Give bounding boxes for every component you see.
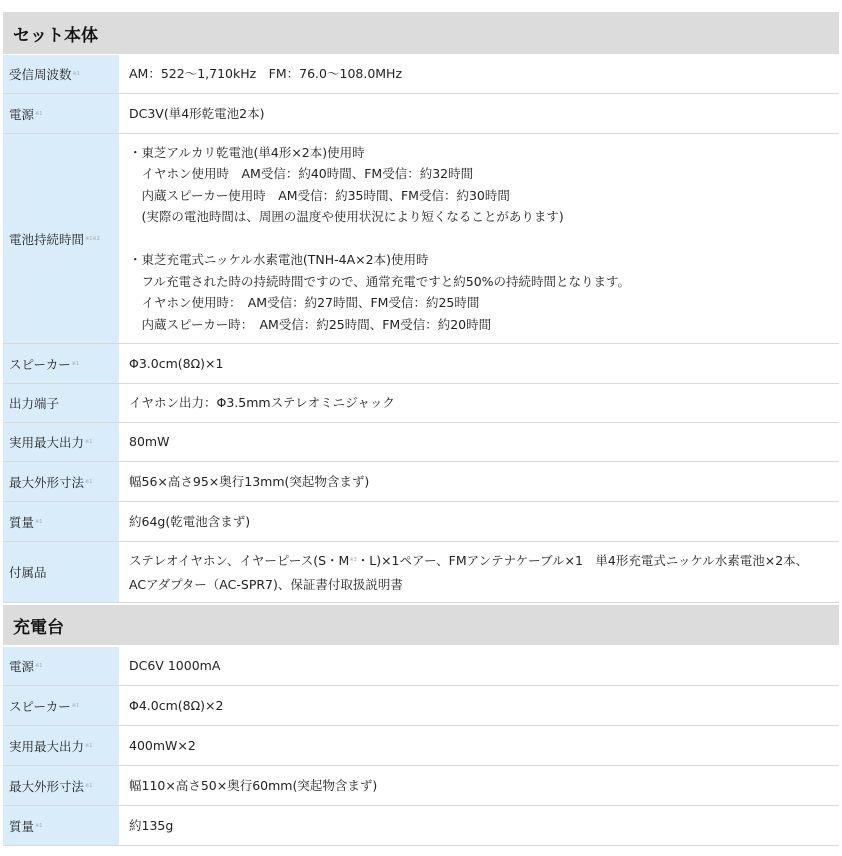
charger-row-mass bbox=[3, 806, 839, 846]
section-title-charger: 充電台 bbox=[3, 605, 839, 645]
charger-row-speaker bbox=[3, 686, 839, 726]
battery-line: 内蔵スピーカー使用時 AM受信：約35時間、FM受信：約30時間 bbox=[129, 187, 510, 203]
spec-value: AM：522～1,710kHz FM：76.0～108.0MHz bbox=[129, 66, 403, 82]
spec-label: 実用最大出力 ※1 bbox=[3, 423, 121, 461]
footnote-mark: ※3 bbox=[349, 556, 357, 563]
spec-value: DC6V 1000mA bbox=[129, 658, 221, 674]
accessories-line: ステレオイヤホン、イヤーピース(S・$M^{※3}$・L)×1ペアー、FMアンテナケーブル×1 単4形充電式ニッケル水素電池×2本、 bbox=[129, 552, 809, 568]
charger-row-dimensions bbox=[3, 766, 839, 806]
spec-value: Φ4.0cm(8Ω)×2 bbox=[129, 697, 224, 713]
spec-label: 質量 ※1 bbox=[3, 502, 121, 541]
spec-value: Φ3.0cm(8Ω)×1 bbox=[129, 355, 224, 371]
spec-value: 80mW bbox=[129, 434, 170, 450]
spec-value: 400mW×2 bbox=[129, 737, 196, 753]
footnote-mark: ※1 bbox=[35, 110, 43, 117]
spec-value: 約64g(乾電池含まず) bbox=[129, 513, 251, 529]
accessories-line: ACアダプター（AC-SPR7)、保証書付取扱説明書 bbox=[129, 576, 403, 592]
spec-value bbox=[121, 134, 839, 343]
charger-row-max-output bbox=[3, 726, 839, 766]
spec-value: DC3V(単4形乾電池2本) bbox=[129, 105, 265, 121]
section-title-set: セット本体 bbox=[3, 12, 839, 54]
spec-label: 実用最大出力 ※1 bbox=[3, 726, 121, 765]
battery-line: フル充電された時の持続時間ですので、通常充電ですと約50%の持続時間となります。 bbox=[129, 273, 631, 289]
footnote-mark: ※1 bbox=[85, 742, 93, 749]
footnote-mark: ※1 bbox=[85, 439, 93, 445]
spec-label: 出力端子 bbox=[3, 384, 121, 422]
battery-line: ・東芝充電式ニッケル水素電池(TNH-4A×2本)使用時 bbox=[129, 252, 429, 268]
spec-label: 最大外形寸法 ※1 bbox=[3, 462, 121, 501]
spec-label: 付属品 bbox=[3, 542, 121, 602]
footnote-mark: ※1 bbox=[35, 663, 43, 669]
spec-label: スピーカー ※1 bbox=[3, 686, 121, 725]
spec-value: 幅110×高さ50×奥行60mm(突起物含まず) bbox=[129, 777, 378, 793]
spec-label: 電源 ※1 bbox=[3, 94, 121, 133]
spec-label: 電源 ※1 bbox=[3, 647, 121, 685]
spec-label: 電池持続時間 ※1※2 bbox=[3, 134, 121, 343]
footnote-mark: ※1※2 bbox=[85, 235, 100, 242]
footnote-mark: ※1 bbox=[35, 518, 43, 525]
spec-value: イヤホン出力：Φ3.5mmステレオミニジャック bbox=[129, 395, 395, 411]
footnote-mark: ※1 bbox=[85, 782, 93, 789]
spec-value: 約135g bbox=[129, 817, 174, 833]
spec-label: 質量 ※1 bbox=[3, 806, 121, 845]
footnote-mark: ※1 bbox=[85, 478, 93, 485]
spec-value: 幅56×高さ95×奥行13mm(突起物含まず) bbox=[129, 473, 370, 489]
spec-row-max-output bbox=[3, 423, 839, 462]
battery-line: イヤホン使用時 AM受信：約40時間、FM受信：約32時間 bbox=[129, 166, 474, 182]
spec-row-power bbox=[3, 94, 839, 134]
footnote-mark: ※1 bbox=[35, 822, 43, 829]
spec-row-reception bbox=[3, 55, 839, 94]
spec-label: 受信周波数 ※1 bbox=[3, 55, 121, 93]
battery-line: イヤホン使用時： AM受信：約27時間、FM受信：約25時間 bbox=[129, 295, 480, 311]
spec-row-output-terminal bbox=[3, 384, 839, 423]
footnote-mark: ※1 bbox=[71, 702, 80, 709]
battery-line: (実際の電池時間は、周囲の温度や使用状況により短くなることがあります) bbox=[129, 209, 564, 225]
battery-line: ・東芝アルカリ乾電池(単4形×2本)使用時 bbox=[129, 144, 365, 160]
spec-row-accessories bbox=[3, 542, 839, 603]
spec-row-mass bbox=[3, 502, 839, 542]
battery-line: 内蔵スピーカー時： AM受信：約25時間、FM受信：約20時間 bbox=[129, 316, 492, 332]
spec-label: 最大外形寸法 ※1 bbox=[3, 766, 121, 805]
spec-row-battery-life bbox=[3, 134, 839, 344]
spec-label: スピーカー ※1 bbox=[3, 344, 121, 383]
charger-row-power bbox=[3, 647, 839, 686]
footnote-mark: ※1 bbox=[72, 71, 80, 77]
spec-value bbox=[121, 542, 839, 602]
footnote-mark: ※1 bbox=[71, 360, 80, 367]
spacer bbox=[129, 228, 630, 250]
spec-row-dimensions bbox=[3, 462, 839, 502]
spec-row-speaker bbox=[3, 344, 839, 384]
